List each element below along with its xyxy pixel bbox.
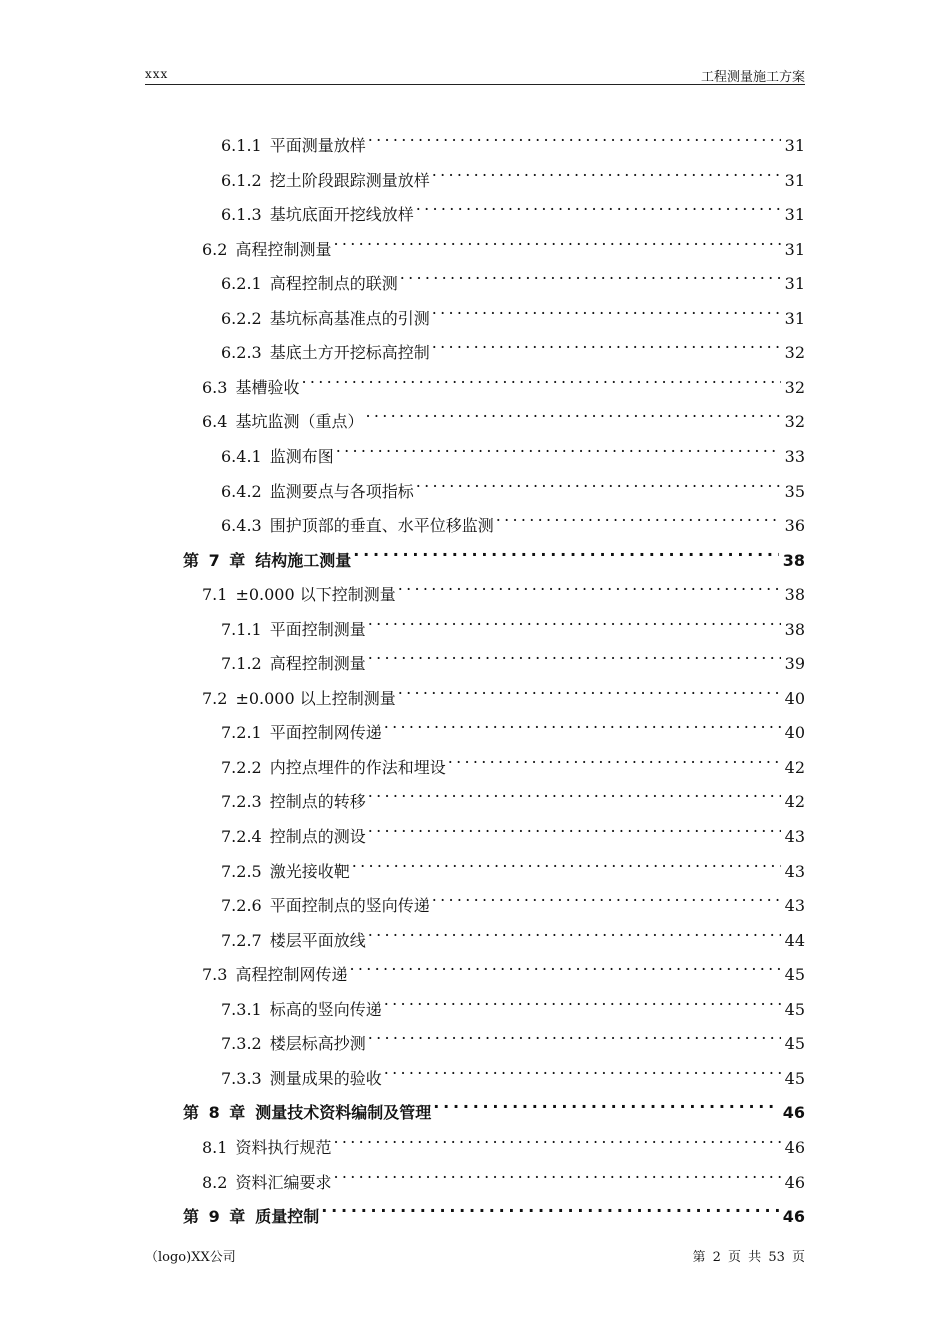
toc-dot-leader — [321, 1192, 778, 1222]
toc-entry-title: 高程控制网传递 — [235, 965, 348, 985]
toc-entry[interactable] — [221, 812, 805, 846]
toc-entry-page: 46 — [782, 1103, 805, 1123]
toc-entry-title: 监测要点与各项指标 — [269, 481, 414, 501]
toc-entry[interactable] — [221, 259, 805, 294]
toc-entry-title: 高程控制测量 — [269, 654, 366, 674]
toc-dot-leader — [368, 639, 781, 669]
toc-entry-title: 质量控制 — [255, 1207, 320, 1227]
toc-entry-title: 控制点的测设 — [269, 827, 366, 846]
toc-entry-title: 楼层平面放线 — [269, 930, 366, 950]
toc-entry-page: 38 — [782, 550, 805, 570]
toc-entry-number: 6.2.2 — [221, 308, 262, 328]
toc-entry-title: 楼层标高抄测 — [269, 1034, 366, 1054]
toc-entry[interactable] — [221, 467, 805, 501]
toc-entry-page: 32 — [784, 377, 805, 397]
toc-dot-leader — [352, 847, 781, 877]
toc-dot-leader — [432, 328, 781, 358]
toc-entry-title: 测量技术资料编制及管理 — [255, 1103, 432, 1123]
toc-dot-leader — [416, 190, 781, 220]
toc-dot-leader — [368, 1019, 781, 1049]
toc-entry-number: 6.2.3 — [221, 343, 262, 363]
toc-entry-page: 38 — [784, 585, 805, 605]
toc-entry-page: 38 — [784, 619, 805, 639]
toc-entry[interactable] — [221, 328, 805, 363]
toc-entry-number: 7.2.4 — [221, 827, 262, 846]
toc-entry[interactable] — [221, 847, 805, 881]
toc-dot-leader — [384, 708, 781, 738]
toc-dot-leader — [432, 881, 781, 911]
toc-dot-leader — [368, 812, 781, 842]
toc-entry-page: 36 — [784, 516, 805, 536]
toc-entry[interactable] — [221, 605, 805, 639]
toc-dot-leader — [432, 156, 781, 186]
toc-entry[interactable] — [221, 708, 805, 743]
toc-dot-leader — [301, 363, 780, 393]
header-doc-code: xxx — [145, 67, 169, 81]
footer-company: （logo)XX公司 — [145, 1250, 236, 1265]
toc-entry-title: 结构施工测量 — [255, 550, 352, 570]
toc-entry-number: 第 8 章 — [183, 1103, 246, 1123]
toc-entry[interactable] — [221, 501, 805, 536]
toc-dot-leader — [368, 777, 781, 807]
toc-dot-leader — [398, 674, 781, 704]
toc-entry-page: 46 — [784, 1137, 805, 1157]
toc-entry-title: 激光接收靶 — [269, 861, 350, 881]
toc-dot-leader — [448, 743, 781, 773]
toc-entry-page: 40 — [784, 688, 805, 708]
toc-entry-title: 资料执行规范 — [235, 1137, 332, 1157]
toc-entry[interactable] — [202, 1158, 805, 1192]
toc-entry-number: 7.3 — [202, 965, 228, 985]
toc-dot-leader — [496, 501, 781, 531]
toc-entry-page: 45 — [784, 1034, 805, 1054]
toc-entry-title: 平面测量放样 — [269, 136, 366, 155]
toc-entry-page: 43 — [784, 827, 805, 846]
toc-entry-title: 基坑底面开挖线放样 — [269, 205, 414, 225]
toc-entry-number: 第 7 章 — [183, 550, 246, 570]
toc-entry[interactable] — [221, 743, 805, 777]
toc-entry-title: 平面控制网传递 — [269, 723, 382, 743]
toc-entry-page: 45 — [784, 999, 805, 1019]
toc-entry-page: 35 — [784, 481, 805, 501]
toc-dot-leader — [349, 950, 780, 980]
toc-entry-number: 7.2.7 — [221, 930, 262, 950]
toc-dot-leader — [368, 121, 781, 151]
toc-entry-title: 控制点的转移 — [269, 792, 366, 812]
toc-entry[interactable] — [221, 881, 805, 916]
toc-entry-number: 7.3.3 — [221, 1068, 262, 1088]
toc-entry[interactable] — [221, 156, 805, 190]
toc-entry[interactable] — [221, 432, 805, 466]
toc-entry[interactable] — [221, 777, 805, 812]
toc-entry-number: 8.1 — [202, 1137, 228, 1157]
toc-dot-leader — [384, 1054, 781, 1084]
toc-entry-number: 7.2.2 — [221, 757, 262, 777]
toc-entry-number: 6.4.2 — [221, 481, 262, 501]
toc-entry-title: 高程控制点的联测 — [269, 274, 398, 294]
page-header — [145, 66, 805, 85]
toc-dot-leader — [400, 259, 781, 289]
toc-entry-number: 第 9 章 — [183, 1207, 246, 1227]
toc-entry-title: 基底土方开挖标高控制 — [269, 343, 430, 363]
toc-entry[interactable] — [202, 570, 805, 605]
toc-entry[interactable] — [221, 1019, 805, 1054]
toc-entry-page: 31 — [784, 274, 805, 294]
toc-entry-number: 6.3 — [202, 377, 228, 397]
toc-entry-page: 31 — [784, 170, 805, 190]
toc-entry-title: 标高的竖向传递 — [269, 999, 382, 1019]
toc-entry-title: 基坑标高基准点的引测 — [269, 308, 430, 328]
page-footer — [145, 1246, 805, 1266]
toc-entry-page: 32 — [784, 412, 805, 432]
toc-entry-number: 7.1 — [202, 585, 228, 605]
toc-entry[interactable] — [221, 985, 805, 1019]
toc-dot-leader — [333, 225, 780, 255]
toc-entry[interactable] — [221, 190, 805, 225]
toc-entry-title: 平面控制测量 — [269, 619, 366, 639]
toc-entry[interactable] — [202, 950, 805, 985]
toc-entry-number: 6.2.1 — [221, 274, 262, 294]
toc-entry-number: 7.2 — [202, 688, 228, 708]
toc-dot-leader — [432, 294, 781, 324]
toc-entry-number: 6.2 — [202, 239, 228, 259]
toc-entry-number: 6.1.2 — [221, 170, 262, 190]
toc-entry[interactable] — [221, 121, 805, 155]
toc-dot-leader — [353, 536, 778, 566]
toc-entry-number: 7.3.1 — [221, 999, 262, 1019]
toc-entry-page: 31 — [784, 205, 805, 225]
toc-dot-leader — [336, 432, 781, 462]
toc-entry-page: 45 — [784, 1068, 805, 1088]
toc-entry[interactable] — [202, 363, 805, 397]
toc-entry-page: 46 — [782, 1207, 805, 1227]
toc-entry[interactable] — [202, 225, 805, 259]
toc-entry-title: 监测布图 — [269, 446, 334, 466]
toc-entry-page: 39 — [784, 654, 805, 674]
toc-entry-number: 7.2.6 — [221, 896, 262, 916]
toc-entry-number: 7.2.3 — [221, 792, 262, 812]
toc-entry[interactable] — [221, 1054, 805, 1088]
toc-entry-page: 31 — [784, 239, 805, 259]
toc-entry-number: 6.4.1 — [221, 446, 262, 466]
toc-entry[interactable] — [202, 674, 805, 708]
toc-entry-page: 43 — [784, 861, 805, 881]
toc-entry-title: 挖土阶段跟踪测量放样 — [269, 170, 430, 190]
toc-dot-leader — [384, 985, 781, 1015]
toc-entry-page: 31 — [784, 308, 805, 328]
toc-entry-title: 高程控制测量 — [235, 239, 332, 259]
toc-entry-number: 6.1.3 — [221, 205, 262, 225]
toc-entry-page: 45 — [784, 965, 805, 985]
toc-entry-page: 32 — [784, 343, 805, 363]
toc-entry-page: 40 — [784, 723, 805, 743]
toc-entry[interactable] — [202, 397, 805, 432]
toc-entry-page: 44 — [784, 930, 805, 950]
header-doc-title: 工程测量施工方案 — [700, 70, 805, 85]
toc-dot-leader — [368, 605, 781, 635]
toc-entry-title: 测量成果的验收 — [269, 1068, 382, 1088]
toc-entry[interactable] — [221, 916, 805, 950]
toc-dot-leader — [433, 1088, 778, 1118]
toc-dot-leader — [333, 1158, 780, 1188]
toc-entry-page: 46 — [784, 1172, 805, 1192]
toc-dot-leader — [398, 570, 781, 600]
toc-entry-title: 围护顶部的垂直、水平位移监测 — [269, 516, 494, 536]
toc-entry-title: 基坑监测（重点） — [235, 412, 364, 432]
toc-entry[interactable] — [221, 294, 805, 328]
toc-entry-number: 6.1.1 — [221, 136, 262, 155]
toc-dot-leader — [333, 1123, 780, 1153]
toc-entry-title: 资料汇编要求 — [235, 1172, 332, 1192]
toc-entry-page: 42 — [784, 757, 805, 777]
toc-entry-title: ±0.000 以下控制测量 — [235, 585, 396, 605]
toc-entry-page: 42 — [784, 792, 805, 812]
toc-entry-number: 6.4 — [202, 412, 228, 432]
toc-entry-number: 7.3.2 — [221, 1034, 262, 1054]
toc-dot-leader — [365, 397, 780, 427]
toc-dot-leader — [368, 916, 781, 946]
toc-entry-title: 平面控制点的竖向传递 — [269, 896, 430, 916]
toc-entry-number: 7.1.2 — [221, 654, 262, 674]
toc-entry[interactable] — [183, 1088, 805, 1123]
toc-entry-page: 31 — [784, 136, 805, 155]
toc-entry[interactable] — [221, 639, 805, 674]
toc-entry-page: 33 — [784, 446, 805, 466]
toc-entry-page: 43 — [784, 896, 805, 916]
toc-entry-number: 6.4.3 — [221, 516, 262, 536]
toc-entry[interactable] — [183, 1192, 805, 1227]
toc-entry[interactable] — [202, 1123, 805, 1157]
toc-entry-number: 7.1.1 — [221, 619, 262, 639]
toc-dot-leader — [416, 467, 781, 497]
toc-entry-number: 8.2 — [202, 1172, 228, 1192]
toc-entry-title: 内控点埋件的作法和埋设 — [269, 757, 446, 777]
toc-entry-number: 7.2.5 — [221, 861, 262, 881]
toc-entry-number: 7.2.1 — [221, 723, 262, 743]
toc-entry-title: 基槽验收 — [235, 377, 300, 397]
toc-entry-title: ±0.000 以上控制测量 — [235, 688, 396, 708]
toc-entry[interactable] — [183, 536, 805, 570]
footer-page-number: 第 2 页 共 53 页 — [692, 1250, 805, 1265]
